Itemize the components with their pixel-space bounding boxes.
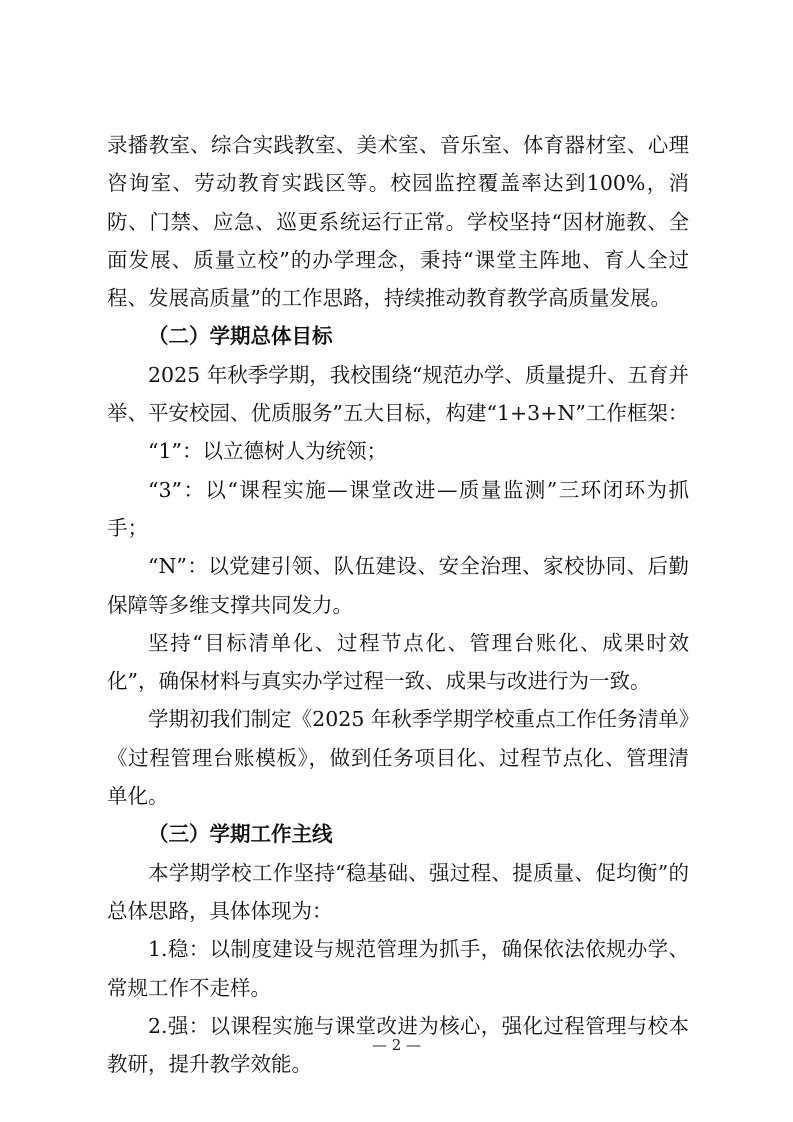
paragraph-framework-1: “1”：以立德树人为统领； [148, 439, 388, 464]
paragraph-management-principles: 坚持“目标清单化、过程节点化、管理台账化、成果时效化”，确保材料与真实办学过程一致、成果与改进行为一致。 [107, 630, 689, 694]
paragraph-overall-approach: 本学期学校工作坚持“稳基础、强过程、提质量、促均衡”的总体思路，具体体现为： [107, 860, 689, 923]
paragraph-task-lists: 学期初我们制定《2025 年秋季学期学校重点工作任务清单》《过程管理台账模板》，做到任务项目化、过程节点化、管理清单化。 [107, 707, 689, 809]
section-heading-semester-goals: （二）学期总体目标 [148, 324, 333, 349]
paragraph-item-strengthen: 2.强：以课程实施与课堂改进为核心，强化过程管理与校本教研，提升教学效能。 [107, 1013, 689, 1077]
paragraph-goals-framework: 2025 年秋季学期，我校围绕“规范办学、质量提升、五育并举、平安校园、优质服务”五大目标，构建“1+3+N”工作框架： [107, 362, 689, 426]
section-heading-work-mainline: （三）学期工作主线 [148, 822, 333, 847]
paragraph-item-stabilize: 1.稳：以制度建设与规范管理为抓手，确保依法依规办学、常规工作不走样。 [107, 937, 689, 1000]
body-text [107, 126, 689, 1083]
paragraph-framework-n: “N”：以党建引领、队伍建设、安全治理、家校协同、后勤保障等多维支撑共同发力。 [107, 554, 689, 617]
paragraph-framework-3: “3”：以“课程实施—课堂改进—质量监测”三环闭环为抓手； [107, 477, 689, 540]
paragraph-facilities-and-philosophy: 录播教室、综合实践教室、美术室、音乐室、体育器材室、心理咨询室、劳动教育实践区等。校园监控覆盖率达到100%，消防、门禁、应急、巡更系统运行正常。学校坚持“因材施教、全面发展、质量立校”的办学理念，秉持“课堂主阵地、育人全过程、发展高质量”的工作思路，持续推动教育教学高质量发展。 [107, 133, 689, 311]
page-number: — 2 — [371, 1036, 422, 1054]
